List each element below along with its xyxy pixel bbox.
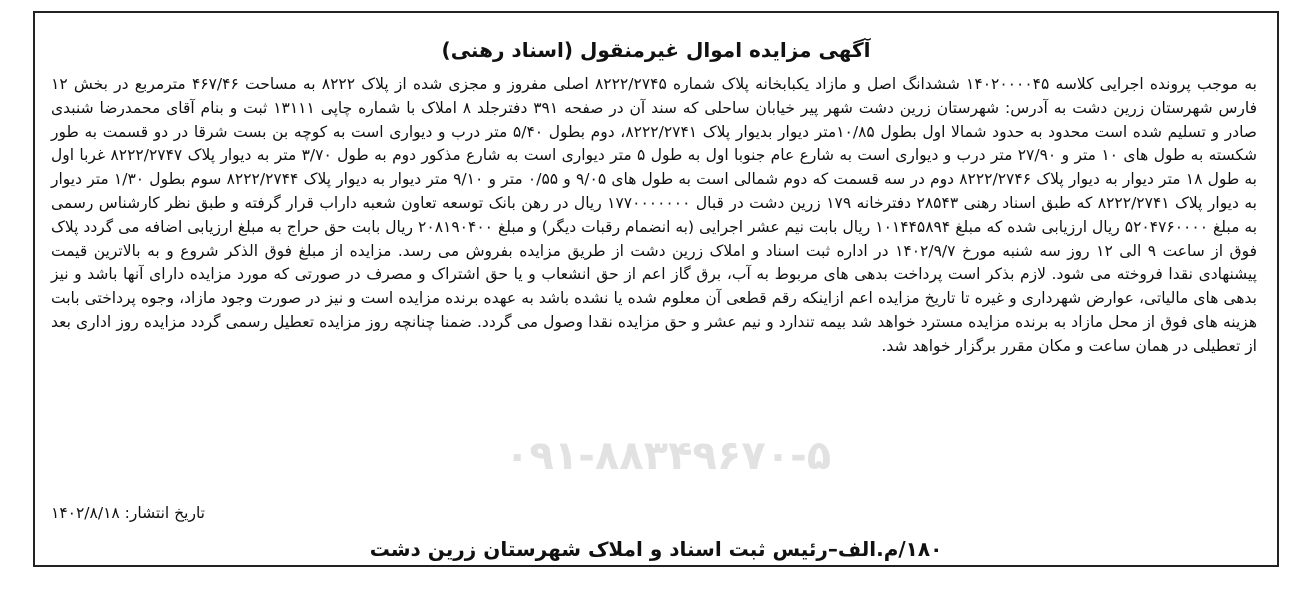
notice-title: آگهی مزایده اموال غیرمنقول (اسناد رهنی) <box>441 38 871 62</box>
signature-line: ۱۸۰/م.الف–رئیس ثبت اسناد و املاک شهرستان زرین دشت <box>369 537 943 561</box>
notice-frame <box>33 11 1279 567</box>
notice-body: به موجب پرونده اجرایی کلاسه ۱۴۰۲۰۰۰۰۴۵ ششدانگ اصل و مازاد یکبابخانه پلاک شماره ۸۲۲۲/۲۷۴۵ اصلی مفروز و مجزی شده از پلاک ۸۲۲۲ به مساحت ۴۶۷/۴۶ مترمربع در بخش ۱۲ فارس شهرستان زرین دشت به آدرس: شهرستان زرین دشت شهر پیر خیابان ساحلی که سند آن در صفحه ۳۹۱ دفترجلد ۸ املاک با شماره چاپی ۱۳۱۱۱ ثبت و بنام آقای محمدرضا شنبدی صادر و تسلیم شده است محدود به حدود شمالا اول بطول ۱۰/۸۵متر دیوار بدیوار پلاک ۸۲۲۲/۲۷۴۱، دوم بطول ۵/۴۰ متر درب و دیواری است به کوچه بن بست شرقا در دو قسمت به طور شکسته به طول های ۱۰ متر و ۲۷/۹۰ متر درب و دیواری است به شارع عام جنوبا اول به طول ۵ متر دیواری است به شارع مذکور دوم به طول ۳/۷۰ متر به دیوار پلاک ۸۲۲۲/۲۷۴۷ غربا اول به طول ۱۸ متر دیوار به دیوار پلاک ۸۲۲۲/۲۷۴۶ دوم در سه قسمت که دوم شمالی است به طول های ۹/۰۵ و ۰/۵۵ متر و ۹/۱۰ متر دیوار به دیوار پلاک ۸۲۲۲/۲۷۴۴ سوم بطول ۱/۳۰ متر دیوار به دیوار پلاک ۸۲۲۲/۲۷۴۱ که طبق اسناد رهنی ۲۸۵۴۳ دفترخانه ۱۷۹ زرین دشت در قبال ۱۷۷۰۰۰۰۰۰۰ ریال در رهن بانک توسعه تعاون شعبه داراب قرار گرفته و طبق نظر کارشناس رسمی به مبلغ ۵۲۰۴۷۶۰۰۰۰ ریال ارزیابی شده که مبلغ ۱۰۱۴۴۵۸۹۴ ریال بابت نیم عشر اجرایی (به انضمام رقبات دیگر) و مبلغ ۲۰۸۱۹۰۴۰۰ ریال بابت حق حراج به مبلغ ارزیابی اضافه می گردد پلاک فوق از ساعت ۹ الی ۱۲ روز سه شنبه مورخ ۱۴۰۲/۹/۷ در اداره ثبت اسناد و املاک زرین دشت از طریق مزایده بفروش می رسد. مزایده از مبلغ فوق الذکر شروع و به بالاترین قیمت پیشنهادی نقدا فروخته می شود. لازم بذکر است پرداخت بدهی های مربوط به آب، برق گاز اعم از حق انشعاب و یا حق اشتراک و مصرف در صورتی که مورد مزایده دارای آنها باشد و نیز بدهی های مالیاتی، عوارض شهرداری و غیره تا تاریخ مزایده اعم ازاینکه رقم قطعی آن معلوم شده یا نشده باشد به عهده برنده مزایده است و نیز در صورت وجود مازاد، وجوه پرداختی بابت هزینه های فوق از محل مازاد به برنده مزایده مسترد خواهد شد بیمه تندارد و نیم عشر و حق مزایده نقدا وصول می گردد. ضمنا چنانچه روز مزایده تعطیل رسمی گردد مزایده روز اداری بعد از تعطیلی در همان ساعت و مکان مقرر برگزار خواهد شد. <box>51 75 1258 355</box>
watermark-phone: ۰۹۱-۸۸۳۴۹۶۷۰-۵ <box>505 433 832 479</box>
publish-date: تاریخ انتشار: ۱۴۰۲/۸/۱۸ <box>51 504 205 522</box>
